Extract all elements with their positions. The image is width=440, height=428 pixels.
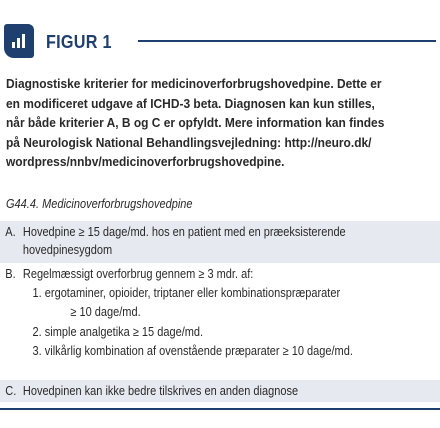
criterion-a	[0, 221, 440, 263]
figure-label: FIGUR 1	[46, 32, 112, 52]
criterion-letter: B.	[5, 267, 16, 281]
criterion-c	[0, 380, 440, 402]
criterion-subitem: 1. ergotaminer, opioider, triptaner eller kombinationspræparater	[32, 286, 341, 300]
criterion-text: Hovedpine ≥ 15 dage/md. hos en patient med en præeksisterende	[22, 225, 346, 239]
criterion-letter: A.	[5, 225, 16, 239]
caption-line: Diagnostiske kriterier for medicinoverforbrugshovedpine. Dette er	[6, 76, 382, 91]
caption-line: på Neurologisk National Behandlingsvejledning: http://neuro.dk/	[6, 134, 372, 150]
criterion-subitem: ≥ 10 dage/md.	[70, 305, 141, 319]
criterion-text: hovedpinesygdom	[22, 243, 113, 257]
caption-line: når både kriterier A, B og C er opfyldt. Mere information kan findes	[6, 115, 385, 131]
criterion-text: Regelmæssigt overforbrug gennem ≥ 3 mdr. af:	[22, 267, 254, 281]
header-divider	[138, 40, 436, 42]
criterion-b	[0, 263, 440, 380]
criterion-letter: C.	[5, 384, 17, 398]
caption-line: wordpress/nnbv/medicinoverforbrugshovedpine.	[6, 154, 285, 170]
figure-caption	[6, 74, 438, 172]
criterion-subitem: 3. vilkårlig kombination af ovenstående præparater ≥ 10 dage/md.	[32, 344, 353, 358]
criterion-text: Hovedpinen kan ikke bedre tilskrives en anden diagnose	[22, 384, 299, 398]
criterion-subitem: 2. simple analgetika ≥ 15 dage/md.	[32, 325, 204, 339]
figure-badge	[4, 24, 34, 58]
caption-line: en modificeret udgave af ICHD-3 beta. Diagnosen kan kun stilles,	[6, 95, 375, 111]
criteria-title: G44.4. Medicinoverforbrugshovedpine	[6, 197, 193, 211]
criteria-panel	[0, 189, 440, 425]
figure-header	[0, 24, 440, 64]
bottom-divider	[0, 408, 440, 410]
bar-chart-icon	[11, 33, 27, 49]
